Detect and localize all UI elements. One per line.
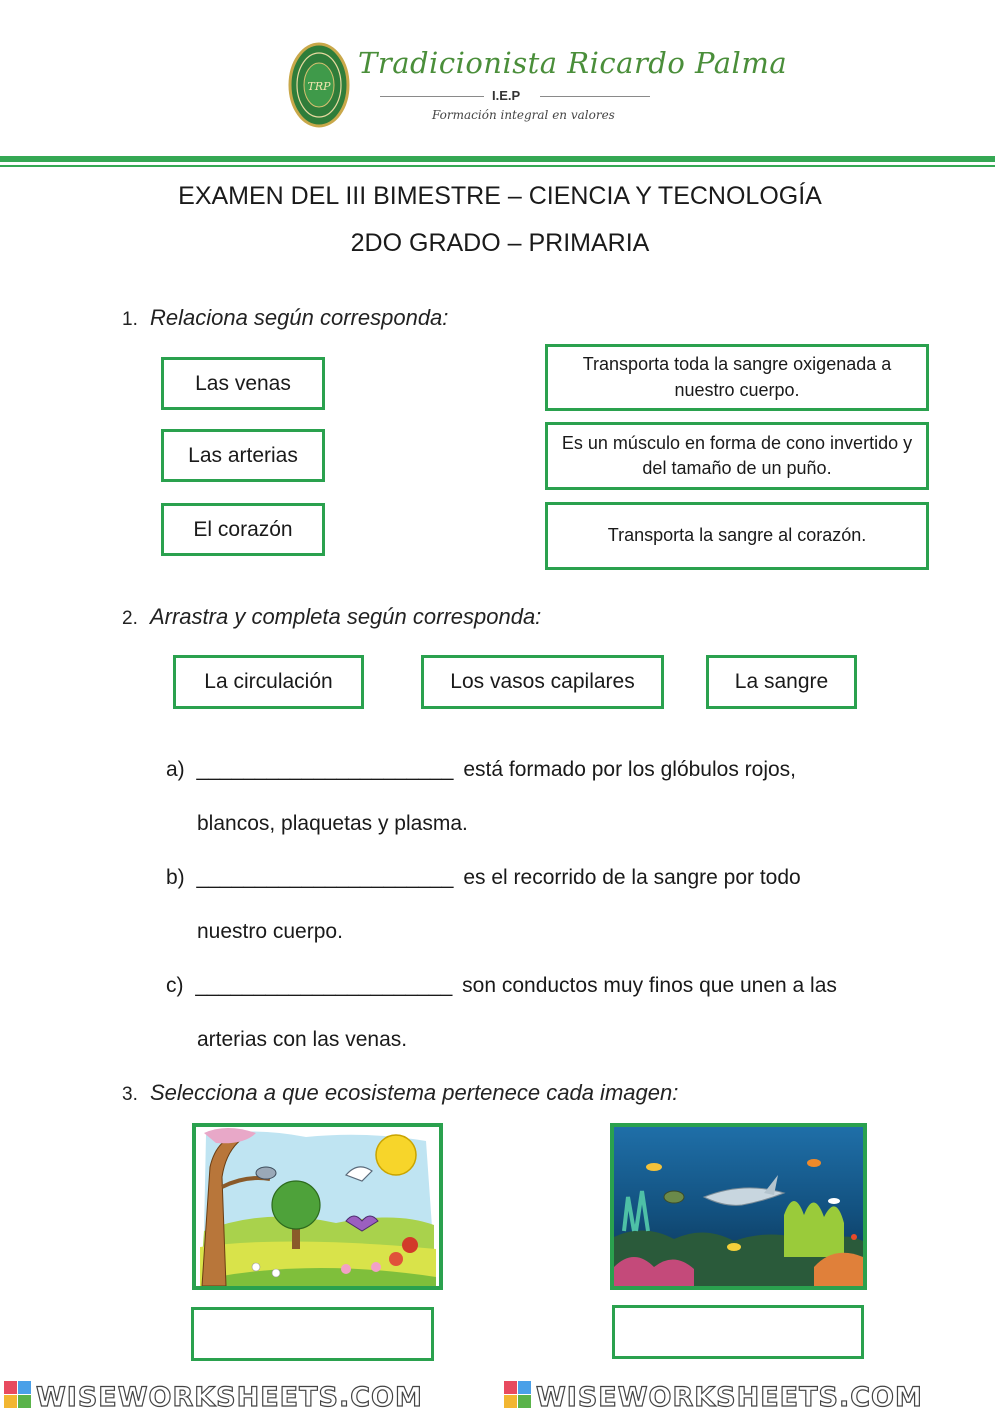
exam-subtitle: 2DO GRADO – PRIMARIA [350, 229, 650, 257]
q1-term-corazon[interactable]: El corazón [161, 503, 325, 556]
q2-item-b-text: es el recorrido de la sangre por todo [463, 866, 801, 889]
footer-watermark [0, 1378, 1000, 1413]
q2-heading [122, 604, 541, 630]
coral-reef-scene-icon [614, 1127, 863, 1286]
q2-item-c-cont: arterias con las venas. [197, 1028, 408, 1051]
q2-item-b-cont: nuestro cuerpo. [197, 920, 343, 943]
q2-item-a-label: a) [166, 758, 185, 781]
q1-term-arterias[interactable]: Las arterias [161, 429, 325, 482]
q2-text: Arrastra y completa según corresponda: [149, 604, 542, 629]
q2-item-a-text: está formado por los glóbulos rojos, [463, 758, 797, 781]
q2-option-sangre[interactable]: La sangre [706, 655, 857, 709]
q2-item-c-text: son conductos muy finos que unen a las [462, 974, 837, 997]
school-seal-icon [288, 42, 350, 128]
q3-image-land-ecosystem [192, 1123, 443, 1290]
q3-number: 3. [122, 1084, 138, 1105]
iep-label: I.E.P [492, 88, 521, 103]
q3-heading [122, 1080, 678, 1106]
q3-answer-box-land[interactable] [191, 1307, 434, 1361]
school-motto: Formación integral en valores [432, 108, 615, 122]
q1-definition-1[interactable]: Transporta toda la sangre oxigenada a nuestro cuerpo. [545, 344, 929, 411]
q1-number: 1. [122, 309, 138, 330]
exam-title: EXAMEN DEL III BIMESTRE – CIENCIA Y TECNOLOGÍA [178, 182, 822, 210]
q2-item-b-blank[interactable]: ______________________ [196, 866, 454, 889]
q3-image-ocean-ecosystem [610, 1123, 867, 1290]
q2-item-c-blank[interactable]: ______________________ [195, 974, 453, 997]
q3-text: Selecciona a que ecosistema pertenece cada imagen: [149, 1080, 679, 1105]
q2-option-circulacion[interactable]: La circulación [173, 655, 364, 709]
q3-answer-box-ocean[interactable] [612, 1305, 864, 1359]
header-rule-bottom [0, 165, 995, 167]
q2-item-b [166, 866, 801, 890]
seal-letters: TRP [307, 80, 331, 93]
q1-heading [122, 305, 448, 331]
wiseworksheets-watermark-logo [0, 1378, 1000, 1413]
q2-item-a [166, 758, 796, 782]
header-rule-top [0, 156, 995, 162]
meadow-scene-icon [196, 1127, 439, 1286]
watermark-text-2: WISEWORKSHEETS.COM [536, 1382, 923, 1413]
iep-row [380, 88, 650, 104]
q1-text: Relaciona según corresponda: [149, 305, 449, 330]
q2-option-vasos-capilares[interactable]: Los vasos capilares [421, 655, 664, 709]
q1-term-venas[interactable]: Las venas [161, 357, 325, 410]
q1-definition-3[interactable]: Transporta la sangre al corazón. [545, 502, 929, 570]
q2-item-c-label: c) [166, 974, 184, 997]
school-name: Tradicionista Ricardo Palma [358, 46, 788, 80]
q2-item-c [166, 974, 837, 998]
q1-definition-2[interactable]: Es un músculo en forma de cono invertido y del tamaño de un puño. [545, 422, 929, 490]
watermark-text-1: WISEWORKSHEETS.COM [36, 1382, 423, 1413]
q2-item-b-label: b) [166, 866, 185, 889]
q2-item-a-blank[interactable]: ______________________ [196, 758, 454, 781]
q2-number: 2. [122, 608, 138, 629]
school-logo [288, 42, 788, 132]
q2-item-a-cont: blancos, plaquetas y plasma. [197, 812, 468, 835]
